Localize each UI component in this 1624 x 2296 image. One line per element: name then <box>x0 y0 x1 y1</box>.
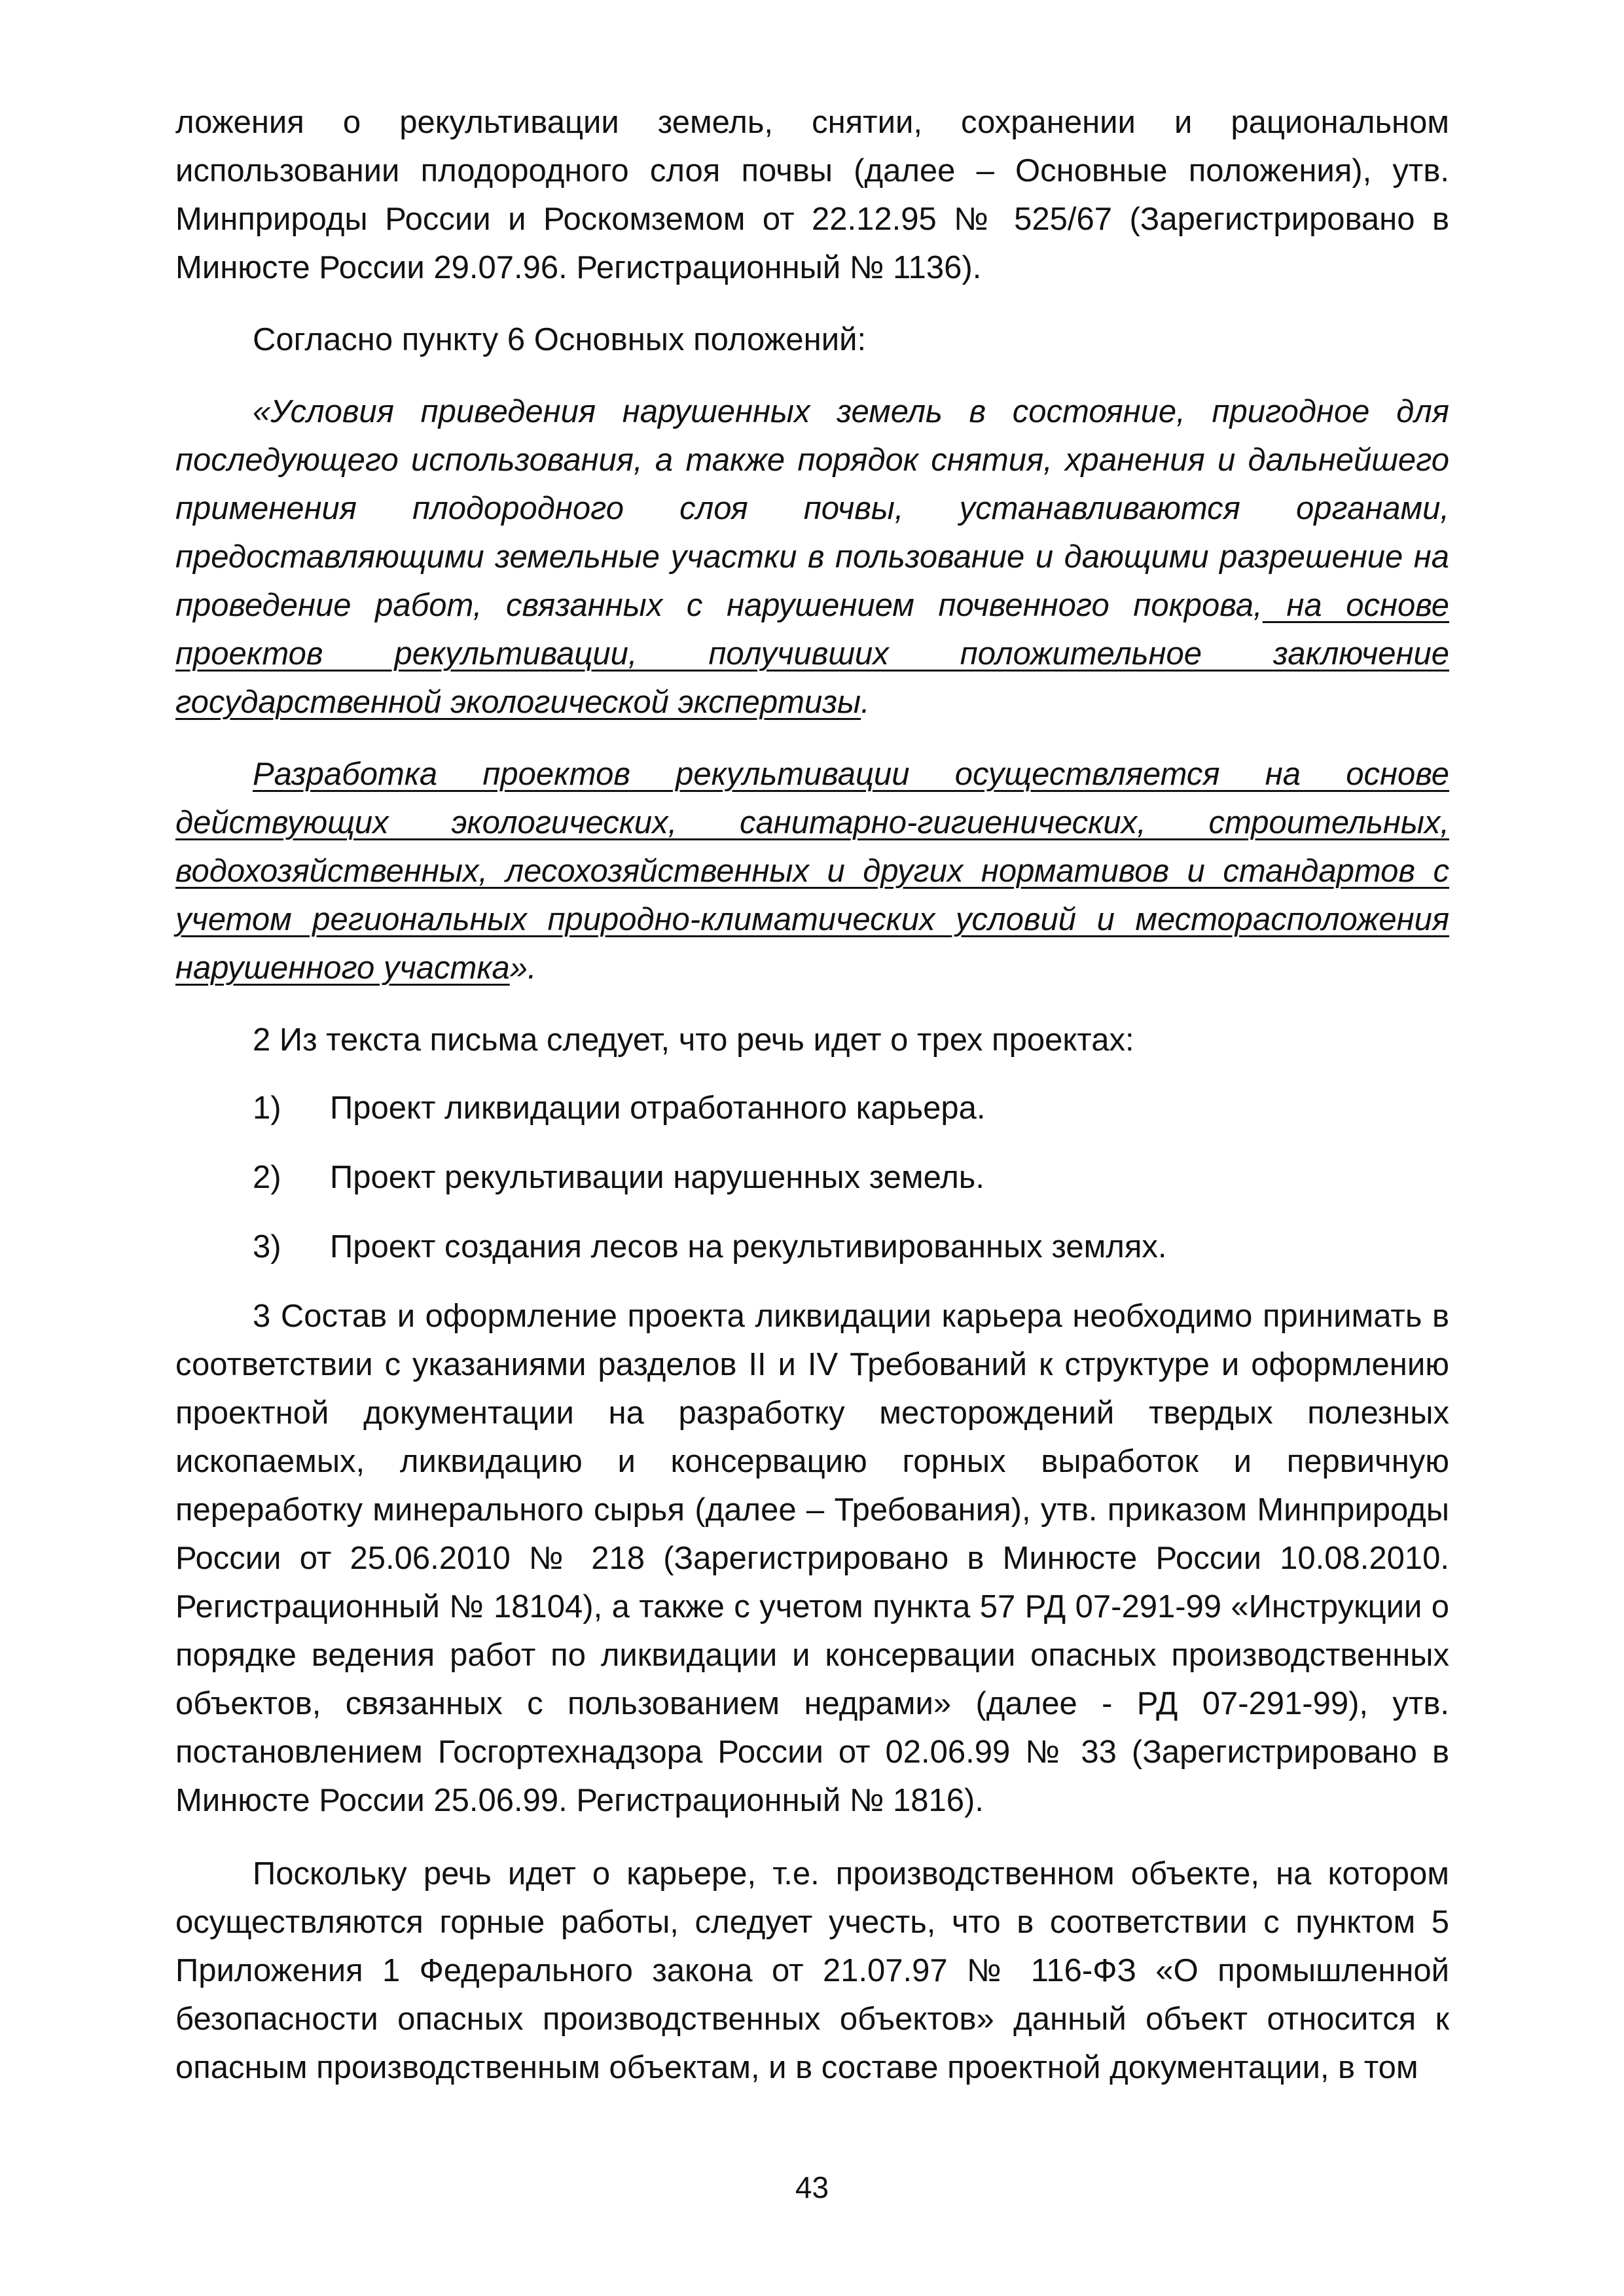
list-item <box>175 1084 1449 1132</box>
list-item <box>175 1223 1449 1271</box>
page-number: 43 <box>795 2170 829 2204</box>
quote-paragraph-2 <box>175 750 1449 992</box>
list-item-text: Проект создания лесов на рекультивированных землях. <box>330 1229 1167 1265</box>
quote-underlined-text: на основе проектов рекультивации, получивших положительное заключение государственной экологической экспертизы <box>175 588 1449 720</box>
paragraph-liquidation: 3 Состав и оформление проекта ликвидации карьера необходимо принимать в соответствии с указаниями разделов II и IV Требований к структуре и оформлению проектной документации на разработку месторождений твердых полезных ископаемых, ликвидацию и консервацию горных выработок и первичную переработку минерального сырья (далее – Требования), утв. приказом Минприроды России от 25.06.2010 № 218 (Зарегистрировано в Минюсте России 10.08.2010. Регистрационный № 18104), а также с учетом пункта 57 РД 07-291-99 «Инструкции о порядке ведения работ по ликвидации и консервации опасных производственных объектов, связанных с пользованием недрами» (далее - РД 07-291-99), утв. постановлением Госгортехнадзора России от 02.06.99 № 33 (Зарегистрировано в Минюсте России 25.06.99. Регистрационный № 1816). <box>175 1299 1449 1818</box>
quote-end: . <box>861 685 870 720</box>
quote-end: ». <box>509 950 537 986</box>
paragraph-reference: Согласно пункту 6 Основных положений: <box>253 322 867 357</box>
quote-underlined-text: Разработка проектов рекультивации осуществляется на основе действующих экологических, санитарно-гигиенических, строительных, водохозяйственных, лесохозяйственных и других нормативов и стандартов с учетом региональных природно-климатических условий и месторасположения нарушенного участка <box>175 757 1449 986</box>
document-page <box>175 98 1449 2092</box>
quote-paragraph-1 <box>175 387 1449 726</box>
list-item-number: 3) <box>253 1229 281 1265</box>
paragraph-hazard: Поскольку речь идет о карьере, т.е. производственном объекте, на котором осуществляются горные работы, следует учесть, что в соответствии с пунктом 5 Приложения 1 Федерального закона от 21.07.97 № 116-ФЗ «О промышленной безопасности опасных производственных объектов» данный объект относится к опасным производственным объектам, и в составе проектной документации, в том <box>175 1856 1449 2085</box>
paragraph-intro: ложения о рекультивации земель, снятии, сохранении и рациональном использовании плодородного слоя почвы (далее – Основные положения), утв. Минприроды России и Роскомземом от 22.12.95 № 525/67 (Зарегистрировано в Минюсте России 29.07.96. Регистрационный № 1136). <box>175 105 1449 285</box>
quote-text: «Условия приведения нарушенных земель в состояние, пригодное для последующего использования, а также порядок снятия, хранения и дальнейшего применения плодородного слоя почвы, устанавливаются органами, предоставляющими земельные участки в пользование и дающими разрешение на проведение работ, связанных с нарушением почвенного покрова, <box>175 394 1449 623</box>
projects-list <box>175 1084 1449 1271</box>
list-item-number: 2) <box>253 1160 281 1195</box>
list-item-text: Проект ликвидации отработанного карьера. <box>330 1090 986 1126</box>
list-item-number: 1) <box>253 1090 281 1126</box>
list-item-text: Проект рекультивации нарушенных земель. <box>330 1160 984 1195</box>
list-item <box>175 1153 1449 1202</box>
paragraph-projects-intro: 2 Из текста письма следует, что речь идет о трех проектах: <box>253 1022 1134 1058</box>
